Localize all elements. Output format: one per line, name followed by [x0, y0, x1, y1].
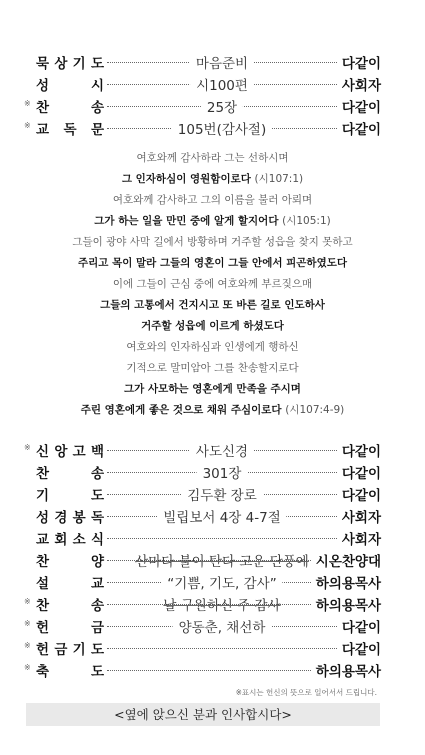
program-leader: 다같이 [338, 462, 381, 482]
program-label-char: 헌 [36, 620, 50, 636]
reading-text: 그 인자하심이 영원함이로다 [121, 173, 251, 185]
program-label-char: 경 [54, 510, 68, 526]
program-leader: 사회자 [338, 74, 381, 94]
program-label [36, 594, 104, 614]
program-leader: 다같이 [338, 52, 381, 72]
reading-line [0, 276, 425, 291]
program-label-char: 봉 [72, 510, 86, 526]
program-label-char: 찬 [36, 554, 50, 570]
reading-text: 주리고 목이 말라 그들의 영혼이 그들 안에서 피곤하였도다 [77, 257, 348, 269]
program-label-char: 성 [36, 78, 50, 94]
reading-line [0, 339, 425, 354]
program-label-char: 양 [90, 554, 104, 570]
program-detail: 마음준비 [190, 52, 254, 72]
program-label-char: 상 [54, 56, 68, 72]
reading-line [0, 360, 425, 375]
program-label-char: 회 [54, 532, 68, 548]
program-leader: 다같이 [338, 616, 381, 636]
program-label-char: 고 [72, 444, 86, 460]
reading-text: 그들의 고통에서 건지시고 또 바른 길로 인도하사 [100, 299, 325, 311]
reading-text: 거주할 성읍에 이르게 하셨도다 [141, 320, 284, 332]
program-row [0, 660, 425, 680]
program-detail: “기쁨, 기도, 감사” [161, 572, 282, 592]
program-label [36, 74, 104, 94]
program-label-char: 금 [54, 642, 68, 658]
stand-mark: ※ [24, 641, 31, 650]
program-leader: 다같이 [338, 638, 381, 658]
program-row [0, 74, 425, 94]
program-leader: 시온찬양대 [312, 550, 381, 570]
program-label-char: 앙 [54, 444, 68, 460]
reading-text: 그들이 광야 사막 길에서 방황하며 거주할 성읍을 찾지 못하고 [72, 236, 353, 248]
stand-mark: ※ [24, 663, 31, 672]
program-row [0, 118, 425, 138]
program-label-char: 독 [63, 122, 77, 138]
program-label-char: 헌 [36, 642, 50, 658]
program-leader: 다같이 [338, 118, 381, 138]
program-label-char: 묵 [36, 56, 50, 72]
program-label-char: 찬 [36, 466, 50, 482]
program-detail: 301장 [197, 462, 248, 482]
program-label-char: 도 [90, 642, 104, 658]
program-row [0, 594, 425, 614]
stand-mark: ※ [24, 597, 31, 606]
program-label [36, 118, 104, 138]
program-label-char: 축 [36, 664, 50, 680]
program-label [36, 550, 104, 570]
program-detail: 날 구원하신 주 감사 [163, 598, 281, 614]
program-label [36, 440, 104, 460]
program-label [36, 462, 104, 482]
program-leader: 다같이 [338, 484, 381, 504]
program-label-char: 신 [36, 444, 50, 460]
program-row [0, 52, 425, 72]
stand-mark: ※ [24, 443, 31, 452]
program-row [0, 96, 425, 116]
program-leader: 하의용목사 [312, 660, 381, 680]
program-label [36, 506, 104, 526]
reading-line [0, 318, 425, 333]
program-label-char: 도 [90, 664, 104, 680]
program-detail: 시100편 [190, 74, 254, 94]
program-label-char: 식 [90, 532, 104, 548]
program-detail: 양동춘, 채선하 [173, 616, 272, 636]
stand-mark: ※ [24, 99, 31, 108]
program-row [0, 638, 425, 658]
program-label-char: 금 [90, 620, 104, 636]
program-label-char: 소 [72, 532, 86, 548]
program-label-char: 독 [90, 510, 104, 526]
reading-reference: (시105:1) [282, 215, 331, 227]
program-leader: 하의용목사 [312, 572, 381, 592]
reading-line [0, 171, 425, 186]
program-detail: 25장 [201, 96, 243, 116]
program-label [36, 572, 104, 592]
reading-text: 여호와의 인자하심과 인생에게 행하신 [126, 341, 299, 353]
reading-line [0, 150, 425, 165]
program-detail: 사도신경 [190, 440, 254, 460]
reading-line [0, 402, 425, 417]
stand-mark: ※ [24, 619, 31, 628]
reading-line [0, 192, 425, 207]
reading-text: 주린 영혼에게 좋은 것으로 채워 주심이로다 [80, 404, 282, 416]
program-leader: 다같이 [338, 440, 381, 460]
reading-text: 여호와께 감사하고 그의 이름을 불러 아뢰며 [112, 194, 313, 206]
standing-note: ※표시는 헌신의 뜻으로 일어서서 드립니다. [235, 688, 377, 697]
reading-text: 기적으로 말미암아 그를 찬송할지로다 [126, 362, 299, 374]
program-label [36, 484, 104, 504]
program-row [0, 616, 425, 636]
reading-line [0, 297, 425, 312]
program-label-char: 기 [72, 642, 86, 658]
program-row [0, 484, 425, 504]
program-row [0, 528, 425, 548]
program-label-char: 송 [90, 598, 104, 614]
reading-reference: (시107:1) [254, 173, 304, 185]
program-label-char: 송 [90, 466, 104, 482]
reading-line [0, 234, 425, 249]
program-label-char: 문 [90, 122, 104, 138]
program-detail: 김두환 장로 [181, 484, 263, 504]
leader-line [107, 648, 377, 649]
program-detail: 빌립보서 4장 4-7절 [157, 506, 286, 526]
program-label [36, 616, 104, 636]
reading-text: 이에 그들이 근심 중에 여호와께 부르짖으매 [112, 278, 313, 290]
program-leader: 하의용목사 [312, 594, 381, 614]
program-label-char: 찬 [36, 598, 50, 614]
leader-line [107, 538, 377, 539]
reading-line [0, 213, 425, 228]
program-detail: 산마다 불이 탄다 고운 단풍에 [135, 554, 309, 570]
program-row [0, 550, 425, 570]
program-label [36, 52, 104, 72]
reading-line [0, 255, 425, 270]
greeting-banner: <옆에 앉으신 분과 인사합시다> [26, 703, 380, 726]
program-label-char: 설 [36, 576, 50, 592]
program-label-char: 찬 [36, 100, 50, 116]
program-label-char: 시 [90, 78, 104, 94]
program-label [36, 528, 104, 548]
reading-text: 그가 사모하는 영혼에게 만족을 주시며 [124, 383, 301, 395]
program-row [0, 572, 425, 592]
program-row [0, 440, 425, 460]
program-row [0, 462, 425, 482]
program-label [36, 660, 104, 680]
program-leader: 사회자 [338, 506, 381, 526]
program-label-char: 교 [90, 576, 104, 592]
program-leader: 다같이 [338, 96, 381, 116]
program-label-char: 도 [90, 56, 104, 72]
stand-mark: ※ [24, 121, 31, 130]
program-label-char: 성 [36, 510, 50, 526]
program-label-char: 기 [72, 56, 86, 72]
program-label-char: 백 [90, 444, 104, 460]
program-leader: 사회자 [338, 528, 381, 548]
program-detail: 105번(감사절) [172, 118, 272, 138]
program-label-char: 송 [90, 100, 104, 116]
program-label-char: 교 [36, 122, 50, 138]
reading-line [0, 381, 425, 396]
program-label [36, 638, 104, 658]
program-label-char: 도 [90, 488, 104, 504]
program-label [36, 96, 104, 116]
reading-text: 그가 하는 일을 만민 중에 알게 할지어다 [94, 215, 279, 227]
program-row [0, 506, 425, 526]
reading-reference: (시107:4-9) [285, 404, 345, 416]
reading-text: 여호와께 감사하라 그는 선하시며 [136, 152, 289, 164]
program-label-char: 기 [36, 488, 50, 504]
program-label-char: 교 [36, 532, 50, 548]
